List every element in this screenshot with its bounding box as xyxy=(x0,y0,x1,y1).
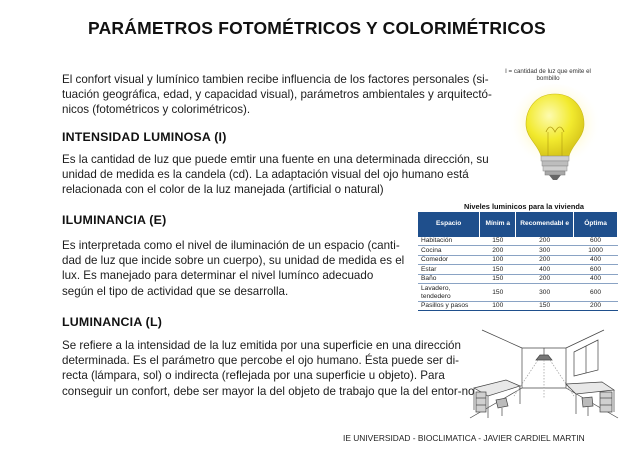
cell-minima: 200 xyxy=(480,246,516,256)
bulb-caption: I = cantidad de luz que emite el bombillo xyxy=(505,68,591,83)
office-room-illustration xyxy=(462,326,624,422)
header-recomendable: Recomendabl e xyxy=(516,212,574,236)
cell-recomendable: 200 xyxy=(516,274,574,284)
cell-espacio: Cocina xyxy=(418,246,480,256)
cell-recomendable: 300 xyxy=(516,284,574,301)
cell-optima: 600 xyxy=(574,284,618,301)
cell-minima: 100 xyxy=(480,301,516,311)
cell-optima: 1000 xyxy=(574,246,618,256)
cell-recomendable: 200 xyxy=(516,255,574,265)
cell-optima: 600 xyxy=(574,265,618,275)
cell-recomendable: 200 xyxy=(516,236,574,246)
cell-minima: 150 xyxy=(480,265,516,275)
cell-minima: 150 xyxy=(480,274,516,284)
niveles-luminicos-table xyxy=(418,212,618,311)
table-row xyxy=(418,284,618,301)
cell-espacio: Habitación xyxy=(418,236,480,246)
footer: IE UNIVERSIDAD - BIOCLIMATICA - JAVIER CARDIEL MARTIN xyxy=(343,433,585,443)
table-row xyxy=(418,255,618,265)
intro-paragraph: El confort visual y lumínico tambien recibe influencia de los factores personales (si-tuación geográfica, edad, y capacidad visual), parámetros ambientales y arquitectó-nicos (fotométricos y colorimétricos). xyxy=(62,73,492,117)
cell-minima: 150 xyxy=(480,284,516,301)
paragraph-luminancia: Se refiere a la intensidad de la luz emitida por una superficie en una dirección determinada. Es el parámetro que percobe el ojo humano. Ésta puede ser di-recta (lámpara, sol) o indirecta (reflejada por una superficie u objeto). Para conseguir un confort, debe ser mayor la del objeto de trabajo que la del entor-no xyxy=(62,339,475,398)
cell-optima: 200 xyxy=(574,301,618,311)
page-title: PARÁMETROS FOTOMÉTRICOS Y COLORIMÉTRICOS xyxy=(88,18,546,38)
table-header-row xyxy=(418,212,618,236)
table-caption: Niveles luminicos para la vivienda xyxy=(464,202,584,211)
paragraph-intensidad-luminosa: Es la cantidad de luz que puede emtir una fuente en una determinada dirección, su unidad de medida es la candela (cd). La adaptación visual del ojo humano está relacionada con el color de la luz manejada (artificial o natural) xyxy=(62,153,489,197)
paragraph-iluminancia: Es interpretada como el nivel de iluminación de un espacio (canti-dad de luz que incide sobre un cuerpo), su unidad de medida es el lux. Es manejado para determinar el nivel lumínco adecuado según el tipo de actividad que se desarrolla. xyxy=(62,239,405,298)
table-row xyxy=(418,265,618,275)
light-bulb-illustration xyxy=(508,84,602,186)
cell-espacio: Estar xyxy=(418,265,480,275)
cell-minima: 150 xyxy=(480,236,516,246)
heading-luminancia: LUMINANCIA (L) xyxy=(62,315,163,329)
header-optima: Óptima xyxy=(574,212,618,236)
cell-espacio: Pasillos y pasos xyxy=(418,301,480,311)
cell-espacio: Baño xyxy=(418,274,480,284)
heading-intensidad-luminosa: INTENSIDAD LUMINOSA (I) xyxy=(62,130,227,144)
table-row xyxy=(418,236,618,246)
cell-espacio: Lavadero, tendedero xyxy=(418,284,480,301)
cell-recomendable: 150 xyxy=(516,301,574,311)
cell-optima: 400 xyxy=(574,255,618,265)
heading-iluminancia: ILUMINANCIA (E) xyxy=(62,213,167,227)
table-row xyxy=(418,301,618,311)
table-row xyxy=(418,246,618,256)
cell-recomendable: 300 xyxy=(516,246,574,256)
table-row xyxy=(418,274,618,284)
header-espacio: Espacio xyxy=(418,212,480,236)
cell-optima: 400 xyxy=(574,274,618,284)
cell-minima: 100 xyxy=(480,255,516,265)
header-minima: Mínim a xyxy=(480,212,516,236)
cell-espacio: Comedor xyxy=(418,255,480,265)
cell-optima: 600 xyxy=(574,236,618,246)
cell-recomendable: 400 xyxy=(516,265,574,275)
